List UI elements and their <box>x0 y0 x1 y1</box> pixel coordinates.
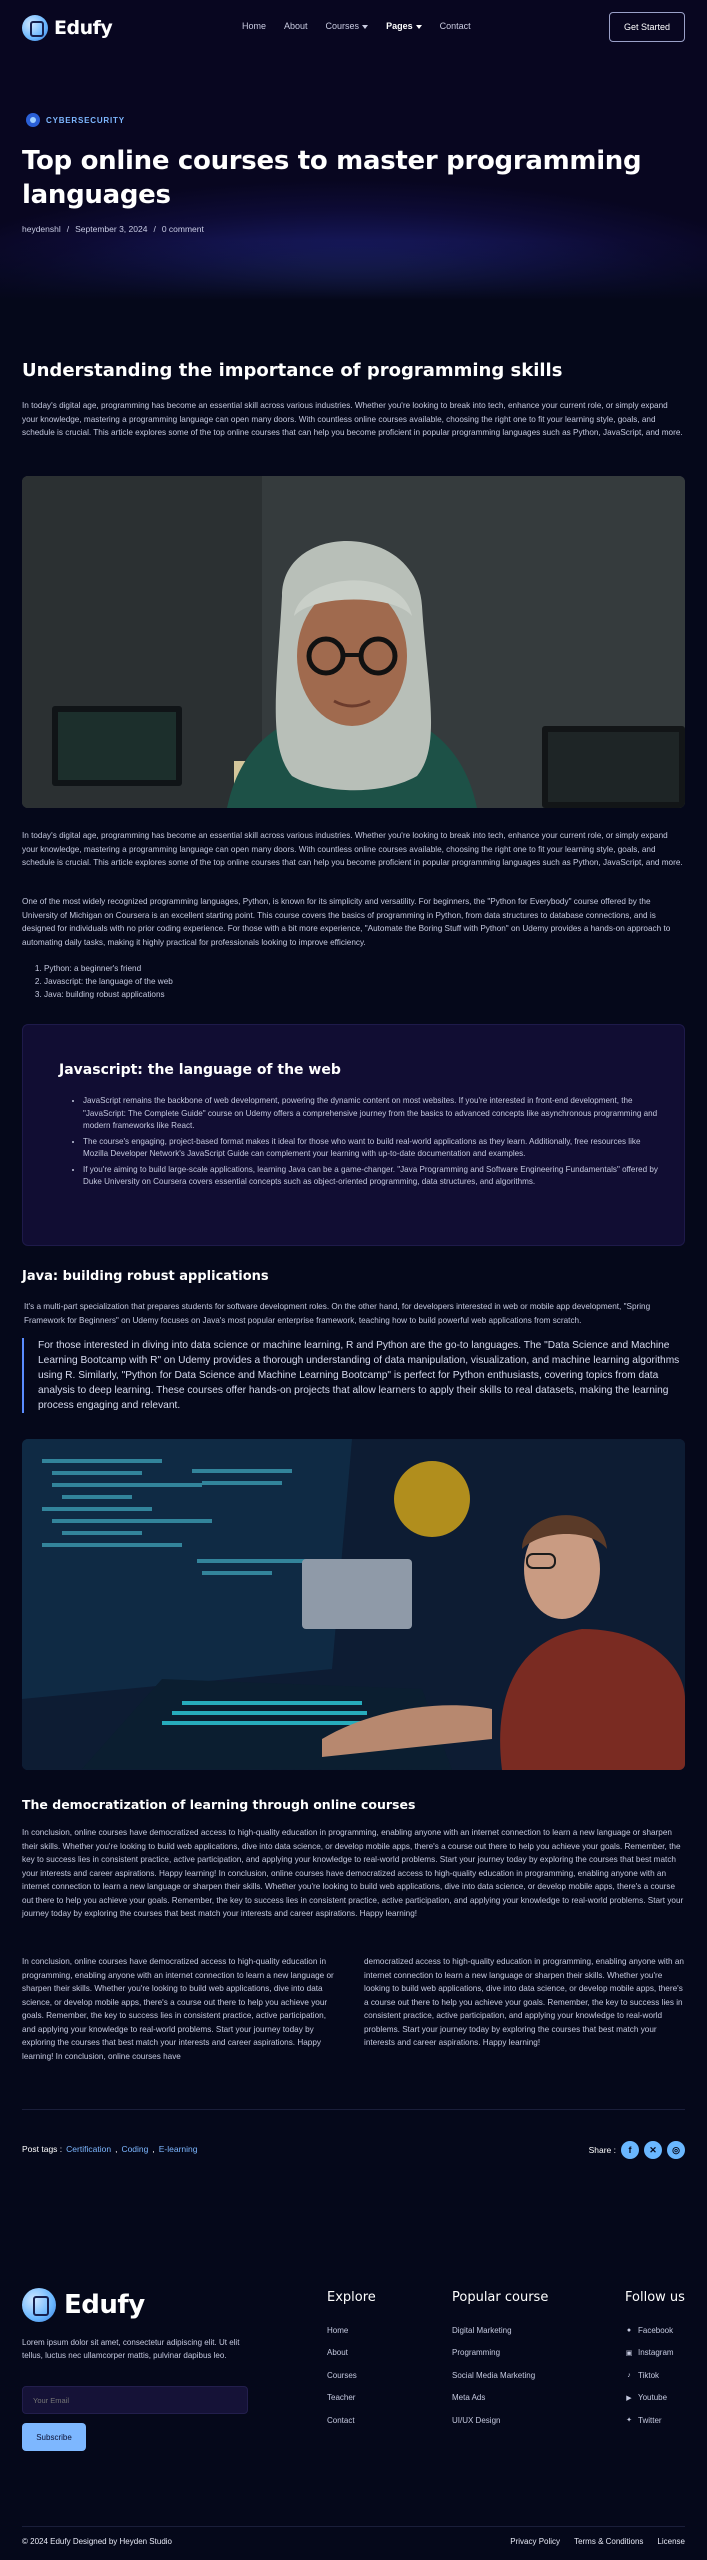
instagram-icon: ▣ <box>625 2349 633 2357</box>
card-title: Javascript: the language of the web <box>59 1062 341 1078</box>
footer-link-label: Instagram <box>638 2348 674 2358</box>
chevron-down-icon <box>416 25 422 29</box>
footer-link-label: Youtube <box>638 2393 668 2403</box>
email-field[interactable] <box>22 2386 248 2414</box>
list-item: • If you're aiming to build large-scale applications, learning Java can be a game-changer. "Java Programming and Software Engineering Fundamentals" offered by Duke University on Coursera covers essential concepts such as object-oriented programming, data structures, and algorithms. <box>83 1164 663 1189</box>
get-started-button[interactable]: Get Started <box>609 12 685 42</box>
x-icon[interactable]: ✕ <box>644 2141 662 2159</box>
article-image-student <box>22 476 685 808</box>
meta-separator: / <box>153 224 156 234</box>
terms-link[interactable]: Terms & Conditions <box>574 2537 644 2546</box>
nav-item-contact[interactable]: Contact <box>439 21 471 31</box>
youtube-icon: ▶ <box>626 2394 632 2402</box>
languages-list <box>44 962 173 1001</box>
tag-certification[interactable]: Certification <box>66 2144 112 2154</box>
democratization-paragraph: In conclusion, online courses have democratized access to high-quality education in programming, enabling anyone with an internet connection to learn a new language or sharpen their skills. Whether you're looking to build web applications, dive into data science, or develop mobile apps, there's a course out there to help you achieve your goals. Remember, the key to success lies in consistent practice, active participation, and applying your knowledge to real-world problems. Start your journey today by exploring the courses that best match your interests and career aspirations. Happy learning! In conclusion, online courses have democratized access to high-quality education in programming, enabling anyone with an internet connection to learn a new language or sharpen their skills. Whether you're looking to build web applications, dive into data science, or develop mobile apps, there's a course out there to help you achieve your goals. Remember, the key to success lies in consistent practice, active participation, and applying your knowledge to real-world problems. Start your journey today by exploring the courses that best match your interests and career aspirations. Happy learning! <box>22 1828 684 1918</box>
category-icon <box>26 113 40 127</box>
footer-link-facebook[interactable] <box>625 2319 685 2342</box>
post-comments[interactable]: 0 comment <box>161 224 204 234</box>
section-heading-importance: Understanding the importance of programming skills <box>22 360 563 381</box>
footer-link-courses[interactable]: Courses <box>327 2370 357 2380</box>
footer-link-social-media-marketing[interactable]: Social Media Marketing <box>452 2370 536 2380</box>
logo-icon <box>22 15 48 41</box>
list-item: 1. Python: a beginner's friend <box>44 962 173 975</box>
nav-item-about[interactable]: About <box>284 21 308 31</box>
javascript-card <box>22 1024 685 1246</box>
footer-link-label: Tiktok <box>638 2370 660 2380</box>
footer-link-digital-marketing[interactable]: Digital Marketing <box>452 2325 512 2335</box>
facebook-icon[interactable]: f <box>621 2141 639 2159</box>
body-paragraph-1: In today's digital age, programming has become an essential skill across various industries. Whether you're looking to break into tech, enhance your current role, or simply expand your knowledge, mastering a programming language can open many doors. With countless online courses available, choosing the right one to fit your learning style, goals, and schedule is crucial. This article explores some of the top online courses that can help you become proficient in popular programming languages such as Python, JavaScript, and more. <box>22 831 683 867</box>
top-navbar <box>22 12 685 44</box>
footer-column-title: Popular course <box>452 2290 549 2305</box>
legal-links <box>510 2537 685 2546</box>
post-tags-label: Post tags : <box>22 2144 63 2154</box>
footer-link-label: Twitter <box>638 2415 662 2425</box>
java-paragraph: It's a multi-part specialization that prepares students for software development roles. On the other hand, for developers interested in web or mobile app development, "Spring Framework for Beginners" on Udemy focuses on Java's most popular enterprise framework, teaching how to build powerful web applications from scratch. <box>24 1302 651 1325</box>
footer-link-meta-ads[interactable]: Meta Ads <box>452 2393 486 2403</box>
category-badge[interactable] <box>26 113 125 127</box>
footer-link-instagram[interactable] <box>625 2342 685 2365</box>
list-item: 3. Java: building robust applications <box>44 988 173 1001</box>
footer-brand-logo[interactable] <box>22 2288 145 2322</box>
instagram-icon[interactable]: ◎ <box>667 2141 685 2159</box>
student-illustration <box>22 476 685 808</box>
category-label: CYBERSECURITY <box>46 115 125 125</box>
nav-item-courses[interactable] <box>326 21 369 31</box>
list-item: • The course's engaging, project-based format makes it ideal for those who want to build real-world applications as they learn. Additionally, free resources like Mozilla Developer Network's JavaScript Guide can complement your learning with up-to-date documentation and examples. <box>83 1136 663 1161</box>
facebook-icon: ● <box>626 2326 632 2334</box>
footer-popular-column <box>452 2290 548 2432</box>
post-author[interactable]: heydenshl <box>22 224 61 234</box>
footer-link-programming[interactable]: Programming <box>452 2348 501 2358</box>
meta-separator: / <box>66 224 70 234</box>
share-label: Share : <box>588 2145 616 2155</box>
subscribe-button[interactable]: Subscribe <box>22 2423 86 2451</box>
tag-coding[interactable]: Coding <box>121 2144 149 2154</box>
body-paragraph-python: One of the most widely recognized programming languages, Python, is known for its simplicity and versatility. For beginners, the "Python for Everybody" course offered by the University of Michigan on Coursera is an excellent starting point. This course covers the basics of programming in Python, from data structures to database connections, and is designed for individuals with no prior coding experience. For those with a bit more experience, "Automate the Boring Stuff with Python" on Udemy provides a hands-on approach to automating daily tasks, making it highly practical for professionals looking to improve efficiency. <box>22 897 671 947</box>
article-image-coder <box>22 1439 685 1770</box>
footer-link-label: Facebook <box>638 2325 674 2335</box>
nav-item-pages[interactable] <box>386 21 422 31</box>
section-heading-java: Java: building robust applications <box>22 1269 269 1284</box>
footer-follow-column <box>625 2290 685 2432</box>
post-date: September 3, 2024 <box>75 224 148 234</box>
footer-link-youtube[interactable] <box>625 2387 685 2410</box>
footer-column-title: Explore <box>327 2290 376 2305</box>
post-meta <box>22 224 204 234</box>
tag-e-learning[interactable]: E-learning <box>158 2144 198 2154</box>
chevron-down-icon <box>362 25 368 29</box>
hero-section <box>0 0 707 300</box>
footer-link-teacher[interactable]: Teacher <box>327 2393 356 2403</box>
column-left-paragraph: In conclusion, online courses have democratized access to high-quality education in programming, enabling anyone with an internet connection to learn a new language or sharpen their skills. Whether you're looking to build web applications, dive into data science, or develop mobile apps, there's a course out there to help you achieve your goals. Remember, the key to success lies in consistent practice, active participation, and applying your knowledge to real-world problems. Start your journey today by exploring the courses that best match your interests and career aspirations. Happy learning! In conclusion, online courses have <box>22 1957 334 2061</box>
brand-name: Edufy <box>54 17 113 39</box>
twitter-icon: ✦ <box>626 2417 632 2425</box>
card-bullet-list <box>83 1095 663 1192</box>
footer-divider <box>22 2526 685 2527</box>
nav-item-home[interactable]: Home <box>242 21 267 31</box>
footer-link-twitter[interactable] <box>625 2409 685 2432</box>
footer-brand-name: Edufy <box>64 2290 145 2320</box>
brand-logo[interactable] <box>22 14 112 42</box>
footer-column-title: Follow us <box>625 2290 685 2305</box>
tag-separator: , <box>152 2144 155 2154</box>
list-item: • JavaScript remains the backbone of web development, powering the dynamic content on most websites. If you're interested in front-end development, the "JavaScript: The Complete Guide" course on Udemy offers a comprehensive journey from the basics to advanced concepts like asynchronous programming and modern frameworks like React. <box>83 1095 663 1133</box>
coder-illustration <box>22 1439 685 1770</box>
share-bar <box>589 2141 685 2159</box>
post-tags <box>22 2144 198 2154</box>
tag-separator: , <box>115 2144 118 2154</box>
copyright-text: © 2024 Edufy Designed by Heyden Studio <box>22 2537 172 2546</box>
nav-item-courses-label: Courses <box>325 21 360 31</box>
footer-description: Lorem ipsum dolor sit amet, consectetur adipiscing elit. Ut elit tellus, luctus nec ullamcorper mattis, pulvinar dapibus leo. <box>22 2338 240 2360</box>
footer-link-ui-ux-design[interactable]: UI/UX Design <box>452 2415 501 2425</box>
tiktok-icon: ♪ <box>627 2371 631 2379</box>
list-item: 2. Javascript: the language of the web <box>44 975 173 988</box>
footer-link-home[interactable]: Home <box>327 2325 349 2335</box>
logo-icon <box>22 2288 56 2322</box>
page-title: Top online courses to master programming languages <box>22 146 642 210</box>
section-heading-democratization: The democratization of learning through online courses <box>22 1797 416 1812</box>
privacy-policy-link[interactable]: Privacy Policy <box>510 2537 561 2546</box>
intro-paragraph: In today's digital age, programming has become an essential skill across various industries. Whether you're looking to break into tech, enhance your current role, or simply expand your knowledge, mastering a programming language can open many doors. With countless online courses available, choosing the right one to fit your learning style, goals, and schedule is crucial. This article explores some of the top online courses that can help you become proficient in popular programming languages such as Python, JavaScript, and more. <box>22 401 683 437</box>
column-right-paragraph: democratized access to high-quality education in programming, enabling anyone with an internet connection to learn a new language or sharpen their skills. Whether you're looking to build web applications, dive into data science, or develop mobile apps, there's a course out there to help you achieve your goals. Remember, the key to success lies in consistent practice, active participation, and applying your knowledge to real-world problems. Start your journey today by exploring the courses that best match your interests and career aspirations. Happy learning! <box>364 1957 684 2047</box>
main-menu <box>242 21 471 31</box>
site-footer <box>0 2226 707 2560</box>
footer-link-contact[interactable]: Contact <box>327 2415 355 2425</box>
data-science-quote: For those interested in diving into data science or machine learning, R and Python are the go-to languages. The "Data Science and Machine Learning Bootcamp with R" on Udemy provides a thorough understanding of data manipulation, visualization, and machine learning algorithms using R. Similarly, "Python for Data Science and Machine Learning Bootcamp" is perfect for Python enthusiasts, covering topics from data analysis to deep learning. These courses offer hands-on projects that allow learners to apply their skills to real datasets, making the learning process engaging and relevant. <box>22 1338 685 1413</box>
footer-link-tiktok[interactable] <box>625 2364 685 2387</box>
license-link[interactable]: License <box>657 2537 685 2546</box>
footer-link-about[interactable]: About <box>327 2348 348 2358</box>
footer-explore-column <box>327 2290 376 2432</box>
nav-item-pages-label: Pages <box>386 21 413 31</box>
divider <box>22 2109 685 2110</box>
